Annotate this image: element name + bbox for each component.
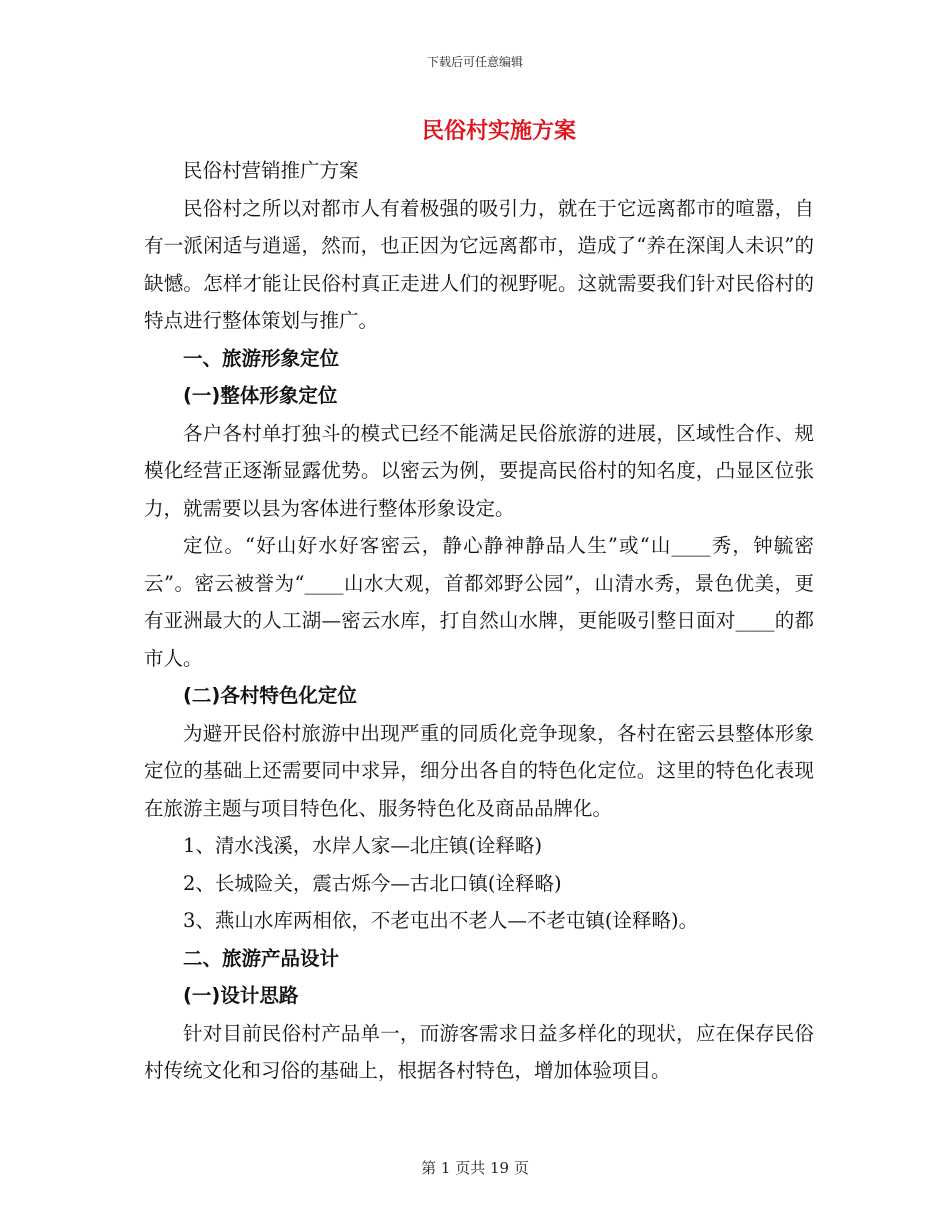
page-number: 第 1 页共 19 页: [421, 1159, 529, 1177]
list-item: 2、长城险关，震古烁今—古北口镇(诠释略): [183, 871, 562, 895]
section-heading-1: 一、旅游形象定位: [183, 346, 340, 370]
document-body: [144, 152, 814, 1090]
list-item: 1、清水浅溪，水岸人家—北庄镇(诠释略): [183, 834, 543, 857]
subsection-heading-2-1: (一)设计思路: [183, 984, 299, 1007]
section-heading-2: 二、旅游产品设计: [183, 946, 340, 970]
list-item: 3、燕山水库两相依，不老屯出不老人—不老屯镇(诠释略)。: [183, 909, 699, 932]
subsection-heading-1-2: (二)各村特色化定位: [183, 684, 357, 707]
document-title: 民俗村实施方案: [421, 119, 576, 144]
paragraph: 定位。“好山好水好客密云，静心静神静品人生”或“山____秀，钟毓密云”。密云被誉为“____山水大观，首都郊野公园”，山清水秀，景色优美，更有亚洲最大的人工湖—密云水库，打自然山水牌，更能吸引整日面对____的都市人。: [144, 534, 814, 670]
header-note: 下载后可任意编辑: [426, 55, 523, 69]
paragraph: 针对目前民俗村产品单一，而游客需求日益多样化的现状，应在保存民俗村传统文化和习俗的基础上，根据各村特色，增加体验项目。: [144, 1021, 814, 1082]
paragraph-subtitle: 民俗村营销推广方案: [183, 159, 359, 182]
paragraph: 各户各村单打独斗的模式已经不能满足民俗旅游的进展，区域性合作、规模化经营正逐渐显露优势。以密云为例，要提高民俗村的知名度，凸显区位张力，就需要以县为客体进行整体形象设定。: [144, 421, 814, 520]
paragraph-intro: 民俗村之所以对都市人有着极强的吸引力，就在于它远离都市的喧嚣，自有一派闲适与逍遥，然而，也正因为它远离都市，造成了“养在深闺人未识”的缺憾。怎样才能让民俗村真正走进人们的视野呢。这就需要我们针对民俗村的特点进行整体策划与推广。: [144, 196, 814, 332]
paragraph: 为避开民俗村旅游中出现严重的同质化竞争现象，各村在密云县整体形象定位的基础上还需要同中求异，细分出各自的特色化定位。这里的特色化表现在旅游主题与项目特色化、服务特色化及商品品牌化。: [144, 721, 814, 820]
subsection-heading-1-1: (一)整体形象定位: [183, 384, 338, 407]
